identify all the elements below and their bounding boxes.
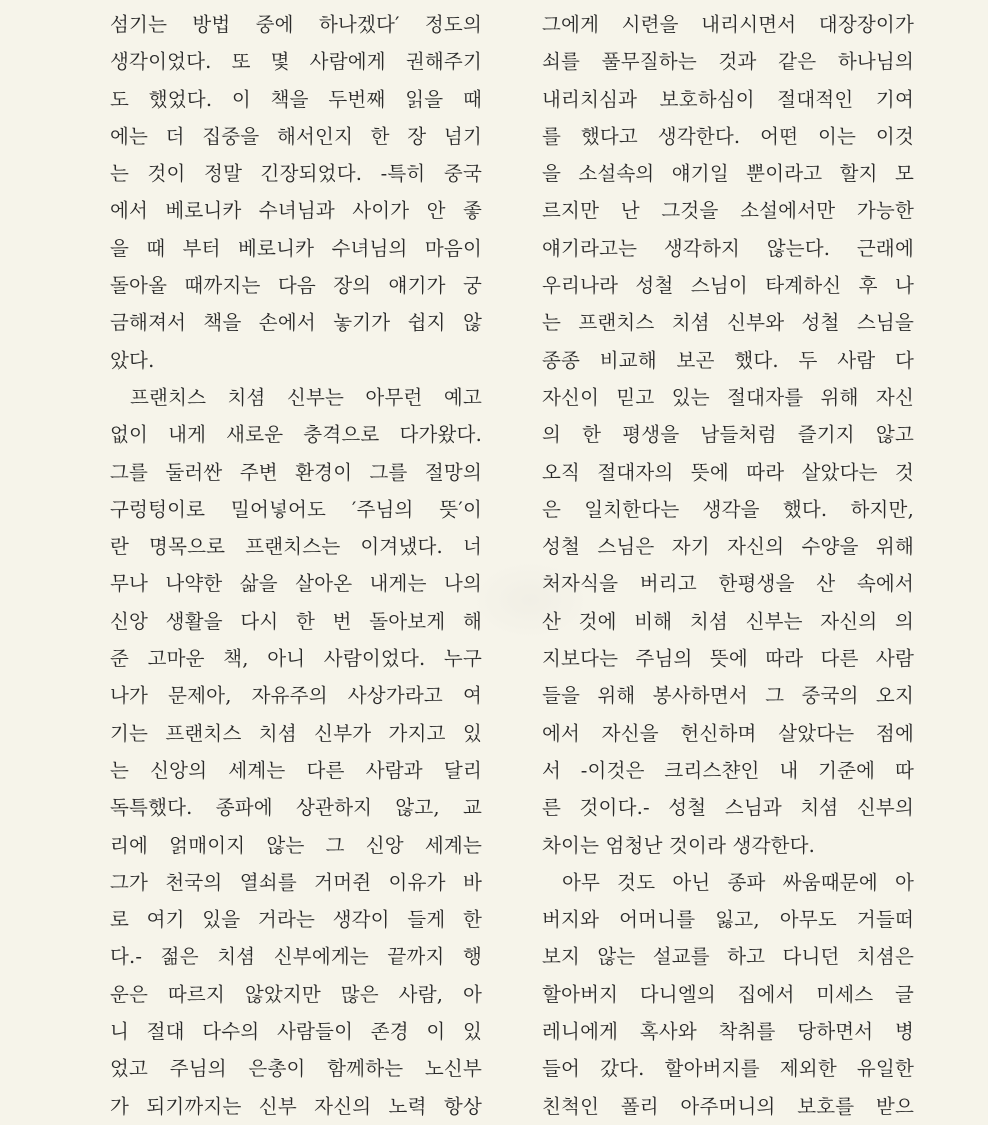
text-line: 오직 절대자의 뜻에 따라 살았다는 것 <box>542 460 914 484</box>
text-line: 는 것이 정말 긴장되었다. -특히 중국 <box>110 162 482 186</box>
text-line: 도 했었다. 이 책을 두번째 읽을 때 <box>110 87 482 111</box>
text-line: 니 절대 다수의 사람들이 존경 이 있 <box>110 1020 482 1044</box>
left-text-column <box>110 6 482 1125</box>
text-line: 에서 자신을 헌신하며 살았다는 점에 <box>542 721 914 745</box>
text-line: 성철 스님은 자기 자신의 수양을 위해 <box>542 535 914 559</box>
text-line: 할아버지 다니엘의 집에서 미세스 글 <box>542 982 914 1006</box>
text-line: 종종 비교해 보곤 했다. 두 사람 다 <box>542 348 914 372</box>
text-line: 산 것에 비해 치셤 신부는 자신의 의 <box>542 609 914 633</box>
text-line: 에서 베로니카 수녀님과 사이가 안 좋 <box>110 199 482 223</box>
text-line: 돌아올 때까지는 다음 장의 얘기가 궁 <box>110 274 482 298</box>
text-line: 레니에게 혹사와 착취를 당하면서 병 <box>542 1020 914 1044</box>
text-line: 서 -이것은 크리스챤인 내 기준에 따 <box>542 758 914 782</box>
text-line: 금해져서 책을 손에서 놓기가 쉽지 않 <box>110 311 482 335</box>
text-line: 섬기는 방법 중에 하나겠다′ 정도의 <box>110 13 482 36</box>
text-line: 프랜치스 치셤 신부는 아무런 예고 <box>130 385 482 409</box>
text-line: 우리나라 성철 스님이 타계하신 후 나 <box>542 274 914 298</box>
text-line: 들을 위해 봉사하면서 그 중국의 오지 <box>542 684 914 708</box>
text-line: 르지만 난 그것을 소설에서만 가능한 <box>542 199 914 223</box>
text-line: 나가 문제아, 자유주의 사상가라고 여 <box>110 684 482 708</box>
text-line: 무나 나약한 삶을 살아온 내게는 나의 <box>110 572 482 596</box>
text-line: 었고 주님의 은총이 함께하는 노신부 <box>110 1057 482 1081</box>
text-line: 을 때 부터 베로니카 수녀님의 마음이 <box>110 236 482 260</box>
text-line: 의 한 평생을 남들처럼 즐기지 않고 <box>542 423 914 447</box>
text-line: 기는 프랜치스 치셤 신부가 가지고 있 <box>110 721 482 745</box>
text-line: 은 일치한다는 생각을 했다. 하지만, <box>542 497 914 521</box>
text-line: 들어 갔다. 할아버지를 제외한 유일한 <box>542 1057 914 1081</box>
text-line: 를 했다고 생각한다. 어떤 이는 이것 <box>542 124 914 148</box>
text-line: 보지 않는 설교를 하고 다니던 치셤은 <box>542 945 914 969</box>
text-line: 차이는 엄청난 것이라 생각한다. <box>542 833 816 857</box>
text-line: 는 프랜치스 치셤 신부와 성철 스님을 <box>542 311 914 335</box>
text-line: 버지와 어머니를 잃고, 아무도 거들떠 <box>542 908 914 932</box>
text-line: 운은 따르지 않았지만 많은 사람, 아 <box>110 982 482 1006</box>
text-line: 았다. <box>110 348 155 372</box>
text-line: 에는 더 집중을 해서인지 한 장 넘기 <box>110 124 482 148</box>
text-line: 그가 천국의 열쇠를 거머쥔 이유가 바 <box>110 870 482 894</box>
text-line: 지보다는 주님의 뜻에 따라 다른 사람 <box>542 647 914 671</box>
right-text-column <box>542 6 914 1125</box>
text-line: 독특했다. 종파에 상관하지 않고, 교 <box>110 796 482 820</box>
text-line: 는 신앙의 세계는 다른 사람과 달리 <box>110 758 482 782</box>
text-line: 그를 둘러싼 주변 환경이 그를 절망의 <box>110 460 482 484</box>
text-line: 얘기라고는 생각하지 않는다. 근래에 <box>542 236 914 260</box>
text-line: 로 여기 있을 거라는 생각이 들게 한 <box>110 908 482 932</box>
text-line: 친척인 폴리 아주머니의 보호를 받으 <box>542 1094 914 1118</box>
text-line: 른 것이다.- 성철 스님과 치셤 신부의 <box>542 796 914 820</box>
text-line: 을 소설속의 얘기일 뿐이라고 할지 모 <box>542 162 914 186</box>
text-line: 리에 얽매이지 않는 그 신앙 세계는 <box>110 833 482 857</box>
text-line: 자신이 믿고 있는 절대자를 위해 자신 <box>542 385 914 409</box>
text-line: 준 고마운 책, 아니 사람이었다. 누구 <box>110 647 482 671</box>
text-line: 그에게 시련을 내리시면서 대장장이가 <box>542 13 914 36</box>
text-line: 처자식을 버리고 한평생을 산 속에서 <box>542 572 914 596</box>
text-line: 가 되기까지는 신부 자신의 노력 항상 <box>110 1094 482 1118</box>
text-line: 란 명목으로 프랜치스는 이겨냈다. 너 <box>110 535 482 559</box>
text-line: 내리치심과 보호하심이 절대적인 기여 <box>542 87 914 111</box>
text-line: 다.- 젊은 치셤 신부에게는 끝까지 행 <box>110 945 482 969</box>
text-line: 생각이었다. 또 몇 사람에게 권해주기 <box>110 50 482 74</box>
text-line: 신앙 생활을 다시 한 번 돌아보게 해 <box>110 609 482 633</box>
text-line: 구렁텅이로 밀어넣어도 ′주님의 뜻′이 <box>110 497 482 521</box>
text-line: 아무 것도 아닌 종파 싸움때문에 아 <box>562 870 914 894</box>
text-line: 없이 내게 새로운 충격으로 다가왔다. <box>110 423 482 447</box>
text-line: 쇠를 풀무질하는 것과 같은 하나님의 <box>542 50 914 74</box>
